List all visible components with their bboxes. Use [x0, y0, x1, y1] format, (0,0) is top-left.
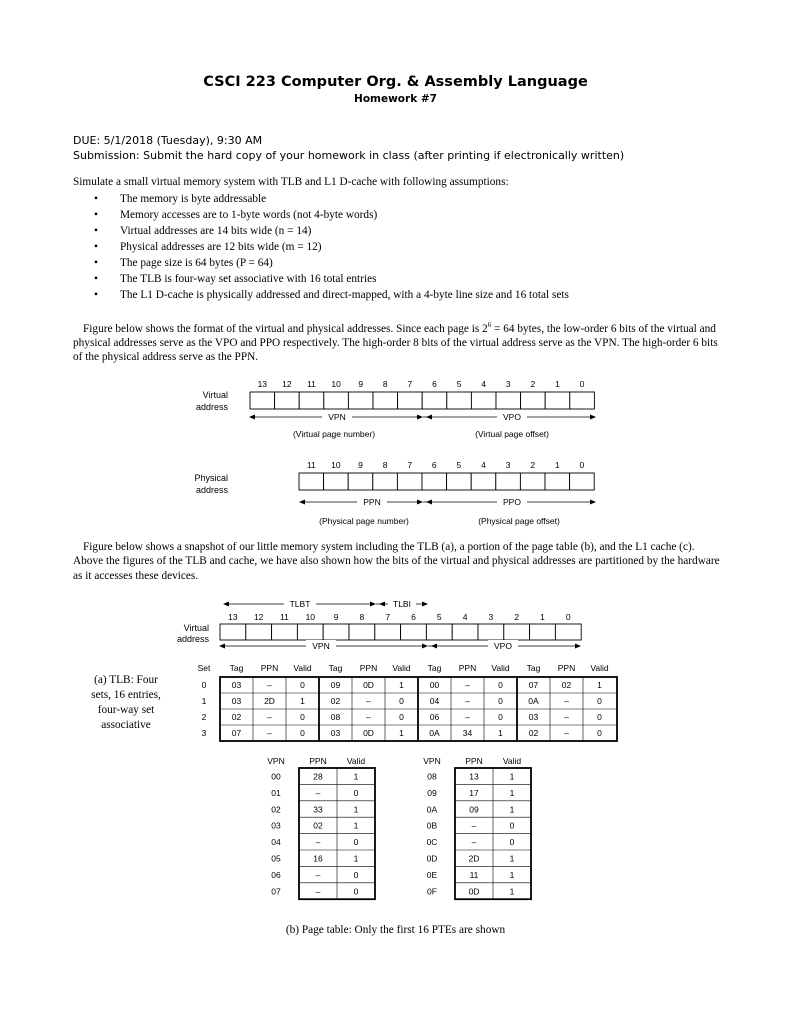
tlb-cell: 0D	[363, 680, 374, 690]
tlb-body	[202, 677, 617, 741]
pt-ppn: –	[315, 869, 321, 880]
tlb-cell: 0	[300, 680, 305, 690]
tlb-address-bit-number: 2	[514, 612, 520, 622]
tlb-cell: 0	[300, 712, 305, 722]
pt-valid: 0	[509, 820, 515, 831]
tlb-col-header-valid: Valid	[590, 663, 609, 673]
tlbt-span	[223, 598, 376, 609]
physical-bit-cell	[471, 473, 496, 490]
tlb-col-header-tag: Tag	[229, 663, 244, 673]
tlb-cell: 03	[231, 696, 242, 706]
tlb-cell: 1	[399, 728, 404, 738]
virtual-bit-cell	[324, 392, 349, 409]
vpn-label: VPN	[312, 641, 330, 651]
tlb-cell: 08	[330, 712, 341, 722]
pt-ppn: –	[315, 787, 321, 798]
vpn-span	[219, 640, 428, 651]
virtual-bit-number: 9	[358, 379, 364, 389]
physical-bit-number: 4	[481, 460, 486, 470]
tlb-cell: 00	[429, 680, 440, 690]
tlb-column-headers	[230, 663, 609, 673]
pt-vpn: 0E	[426, 869, 438, 880]
tlb-cell: 02	[231, 712, 242, 722]
assumption-item: • The memory is byte addressable	[94, 191, 569, 207]
pt-vpn: 08	[427, 771, 437, 782]
tlb-address-bit-number: 3	[488, 612, 494, 622]
physical-bit-cell	[447, 473, 472, 490]
tlb-col-header-ppn: PPN	[557, 663, 576, 673]
vpo-description: (Virtual page offset)	[475, 429, 549, 439]
tlb-bit-cells	[220, 624, 581, 640]
physical-address-label-line1: Physical	[194, 473, 228, 483]
virtual-bit-number: 0	[579, 379, 585, 389]
tlb-table	[0, 660, 791, 746]
physical-bit-number: 7	[407, 460, 413, 470]
pt-vpn: 0A	[426, 804, 438, 815]
tlb-cell: 34	[462, 728, 473, 738]
tlb-cell: 04	[429, 696, 440, 706]
pt-ppn: 17	[469, 787, 479, 798]
page-table-right	[423, 756, 531, 899]
pt-header-vpn: VPN	[267, 756, 285, 766]
virtual-bit-number: 5	[456, 379, 462, 389]
tlb-set-number: 0	[201, 680, 207, 690]
pt-valid: 0	[509, 837, 515, 848]
tlb-cell: 0	[399, 696, 404, 706]
tlb-cell: 07	[231, 728, 242, 738]
tlb-address-bit-number: 6	[411, 612, 416, 622]
ppo-span	[423, 496, 596, 507]
virtual-bit-number: 10	[331, 379, 341, 389]
caption-line: associative	[101, 719, 151, 731]
ppn-label: PPN	[363, 497, 381, 507]
pt-header-vpn: VPN	[423, 756, 441, 766]
pt-valid: 1	[509, 804, 515, 815]
address-format-paragraph	[73, 318, 723, 365]
pt-vpn: 06	[271, 869, 281, 880]
tlb-col-header-valid: Valid	[491, 663, 510, 673]
tlb-address-bit-cell	[478, 624, 504, 640]
tlb-col-header-ppn: PPN	[260, 663, 279, 673]
pt-vpn: 09	[427, 787, 437, 798]
pt-ppn: –	[471, 820, 477, 831]
pt-ppn: 02	[313, 820, 323, 831]
pt-vpn: 0C	[426, 837, 438, 848]
tlb-cell: 09	[330, 680, 341, 690]
virtual-bit-cell	[348, 392, 373, 409]
pt-header-ppn: PPN	[309, 756, 327, 766]
pt-ppn: –	[471, 837, 477, 848]
pt-valid: 1	[353, 820, 359, 831]
tlb-address-bit-number: 11	[280, 612, 289, 622]
tlb-cell: 2D	[264, 696, 275, 706]
pt-valid: 1	[353, 804, 359, 815]
tlb-cell: 06	[429, 712, 440, 722]
ppo-description: (Physical page offset)	[478, 516, 560, 526]
tlb-cell: –	[564, 728, 569, 738]
tlb-cell: 0A	[429, 728, 440, 738]
tlb-address-bit-number: 12	[253, 612, 264, 622]
pt-ppn: 33	[313, 804, 323, 815]
caption-line: sets, 16 entries,	[91, 689, 161, 701]
tlb-address-bit-number: 10	[305, 612, 316, 622]
virtual-bit-cell	[422, 392, 447, 409]
pt-valid: 0	[353, 787, 359, 798]
tlb-cell: –	[267, 680, 272, 690]
pt-ppn: 09	[469, 804, 479, 815]
assumption-list	[94, 191, 569, 303]
assumption-item: • Virtual addresses are 14 bits wide (n = 14)	[94, 223, 569, 239]
tlb-cell: 0D	[363, 728, 374, 738]
virtual-bit-number: 8	[382, 379, 388, 389]
pt-vpn: 03	[271, 820, 281, 831]
pt-vpn: 01	[271, 787, 281, 798]
tlb-address-bit-cell	[530, 624, 556, 640]
pt-ppn: –	[315, 837, 321, 848]
page-table-left	[267, 756, 375, 899]
tlb-set-number: 2	[201, 712, 207, 722]
virtual-bit-cells	[250, 392, 594, 409]
ppo-label: PPO	[503, 497, 521, 507]
virtual-bit-number: 4	[481, 379, 487, 389]
tlb-cell: 03	[330, 728, 341, 738]
tlb-cell: 0	[597, 696, 602, 706]
tlb-cell: 0	[498, 712, 503, 722]
tlb-cell: 0	[597, 728, 602, 738]
virtual-address-label-line1: Virtual	[202, 390, 228, 400]
virtual-bit-cell	[373, 392, 398, 409]
tlb-cell: 02	[528, 728, 539, 738]
tlb-address-bit-cell	[401, 624, 427, 640]
pt-vpn: 07	[271, 886, 281, 897]
pt-valid: 1	[509, 853, 515, 864]
physical-bit-cell	[520, 473, 545, 490]
pt-ppn: 0D	[468, 886, 480, 897]
physical-bit-number: 9	[358, 460, 363, 470]
assumption-item: • The page size is 64 bytes (P = 64)	[94, 255, 569, 271]
virtual-bit-cell	[275, 392, 300, 409]
submission-note: Submission: Submit the hard copy of your homework in class (after printing if electronically written)	[73, 149, 625, 162]
tlb-cell: –	[366, 696, 371, 706]
tlb-cell: 0	[300, 728, 305, 738]
tlb-address-bit-number: 13	[228, 612, 238, 622]
pt-vpn: 00	[271, 771, 281, 782]
address-format-figure	[0, 372, 791, 532]
tlb-cell: –	[267, 728, 272, 738]
virtual-bit-cell	[447, 392, 472, 409]
virtual-bit-cell	[496, 392, 521, 409]
pt-valid: 1	[509, 886, 515, 897]
pt-ppn: 16	[313, 853, 323, 864]
physical-bit-number: 3	[505, 460, 511, 470]
tlb-col-header-tag: Tag	[427, 663, 442, 673]
pt-vpn: 02	[271, 804, 281, 815]
tlb-cell: 1	[300, 696, 305, 706]
tlb-address-bit-cell	[375, 624, 401, 640]
tlb-cell: 03	[528, 712, 539, 722]
exponent: 6	[487, 321, 492, 329]
document-title: CSCI 223 Computer Org. & Assembly Language	[203, 74, 588, 90]
physical-bit-number: 6	[431, 460, 437, 470]
physical-bit-cell	[422, 473, 447, 490]
virtual-bit-cell	[570, 392, 595, 409]
virtual-bit-number: 11	[307, 379, 316, 389]
tlb-address-bit-cell	[555, 624, 581, 640]
tlb-address-bit-number: 1	[540, 612, 545, 622]
pt-valid: 1	[353, 853, 359, 864]
assumption-item: • The TLB is four-way set associative with 16 total entries	[94, 271, 569, 287]
tlb-address-bit-cell	[504, 624, 530, 640]
tlb-cell: –	[465, 680, 470, 690]
pt-header-valid: Valid	[502, 756, 522, 766]
caption-line: four-way set	[97, 704, 155, 716]
tlb-cell: 0	[597, 712, 602, 722]
tlb-cell: –	[267, 712, 272, 722]
virtual-bit-cell	[299, 392, 324, 409]
virtual-bit-number: 3	[505, 379, 511, 389]
pt-valid: 1	[509, 771, 515, 782]
document-subtitle: Homework #7	[354, 93, 437, 105]
ppn-span	[299, 496, 423, 507]
tlb-address-bit-cell	[297, 624, 323, 640]
tlb-address-bit-cell	[220, 624, 246, 640]
pt-ppn: 28	[313, 771, 323, 782]
tlb-col-header-valid: Valid	[392, 663, 411, 673]
physical-bit-cells	[299, 473, 594, 490]
virtual-bit-cell	[250, 392, 275, 409]
physical-address-label-line2: address	[195, 485, 228, 495]
tlb-address-bit-cell	[452, 624, 478, 640]
tlbi-span	[376, 598, 428, 609]
tlb-col-header-tag: Tag	[526, 663, 541, 673]
virtual-bit-cell	[545, 392, 570, 409]
ppn-description: (Physical page number)	[319, 516, 409, 526]
tlb-cell: 02	[330, 696, 341, 706]
tlb-cell: –	[564, 696, 569, 706]
physical-bit-number: 2	[530, 460, 536, 470]
tlb-col-header-ppn: PPN	[359, 663, 378, 673]
tlb-cell: 0	[498, 696, 503, 706]
pt-vpn: 0B	[426, 820, 438, 831]
tlb-cell: 0	[399, 712, 404, 722]
tlb-cell: 07	[528, 680, 539, 690]
virtual-bit-numbers	[258, 379, 585, 389]
tlb-address-bit-number: 5	[436, 612, 442, 622]
tlb-cell: 0	[498, 680, 503, 690]
tlb-address-bit-cell	[272, 624, 298, 640]
vpo-span	[423, 411, 596, 422]
tlb-bit-numbers	[228, 612, 571, 622]
pt-vpn: 0D	[426, 853, 438, 864]
physical-bit-cell	[397, 473, 422, 490]
tlb-address-figure	[0, 596, 791, 656]
pt-valid: 1	[353, 771, 359, 782]
tlbt-label: TLBT	[289, 599, 311, 609]
tlb-address-bit-cell	[426, 624, 452, 640]
tlb-cell: –	[564, 712, 569, 722]
pt-valid: 0	[353, 869, 359, 880]
tlb-cell: –	[366, 712, 371, 722]
vpn-description: (Virtual page number)	[292, 429, 376, 439]
physical-bit-cell	[373, 473, 398, 490]
tlb-cell: 03	[231, 680, 242, 690]
pt-valid: 0	[353, 886, 359, 897]
page-table-caption: (b) Page table: Only the first 16 PTEs are shown	[285, 924, 506, 936]
physical-bit-number: 1	[554, 460, 560, 470]
vpo-label: VPO	[494, 641, 512, 651]
virtual-bit-number: 6	[432, 379, 437, 389]
virtual-address-label-line1: Virtual	[183, 623, 209, 633]
assumption-item: • The L1 D-cache is physically addressed and direct-mapped, with a 4-byte line size and 16 total sets	[94, 287, 569, 303]
caption-line: (a) TLB: Four	[94, 674, 158, 686]
physical-bit-cell	[324, 473, 349, 490]
virtual-address-label-line2: address	[176, 634, 209, 644]
physical-bit-cell	[545, 473, 570, 490]
tlb-cell: 1	[399, 680, 404, 690]
virtual-bit-cell	[398, 392, 423, 409]
tlb-address-bit-cell	[349, 624, 375, 640]
tlb-address-bit-number: 7	[385, 612, 391, 622]
paragraph-text: = 64 bytes, the low-order 6 bits of the virtual and physical addresses serve as the VPO and PPO respectively. The high-order 8 bits of the virtual address serve as the VPN. The high-order 6 bits of the physical address serve as the PPN.	[73, 322, 718, 364]
tlb-col-header-tag: Tag	[328, 663, 343, 673]
physical-bit-cell	[496, 473, 521, 490]
virtual-bit-number: 13	[257, 379, 268, 389]
set-header: Set	[197, 663, 211, 673]
virtual-address-label-line2: address	[195, 402, 228, 412]
page-table	[0, 752, 791, 902]
tlb-address-bit-number: 4	[462, 612, 468, 622]
virtual-bit-number: 12	[282, 379, 292, 389]
pt-ppn: 11	[469, 869, 479, 880]
pt-ppn: 13	[469, 771, 479, 782]
intro-text: Simulate a small virtual memory system with TLB and L1 D-cache with following assumptions:	[73, 176, 509, 188]
virtual-bit-cell	[521, 392, 546, 409]
physical-bit-number: 5	[456, 460, 462, 470]
physical-bit-cell	[299, 473, 324, 490]
pt-header-ppn: PPN	[465, 756, 483, 766]
vpn-label: VPN	[328, 412, 346, 422]
memory-snapshot-paragraph: Figure below shows a snapshot of our little memory system including the TLB (a), a portion of the page table (b), and the L1 cache (c). Above the figures of the TLB and cache, we have also shown how the bits of the virtual and physical addresses are partitioned by the hardware as it accesses these devices.	[73, 541, 720, 582]
physical-bit-number: 11	[306, 460, 316, 470]
pt-valid: 0	[353, 837, 359, 848]
virtual-bit-number: 7	[407, 379, 413, 389]
pt-header-valid: Valid	[346, 756, 366, 766]
pt-valid: 1	[509, 787, 515, 798]
tlb-address-bit-cell	[246, 624, 272, 640]
assumption-item: • Physical addresses are 12 bits wide (m = 12)	[94, 239, 569, 255]
tlb-set-number: 3	[201, 728, 207, 738]
tlb-cell: 0A	[528, 696, 539, 706]
virtual-bit-cell	[471, 392, 496, 409]
tlb-address-bit-number: 0	[565, 612, 571, 622]
tlb-address-bit-number: 8	[359, 612, 365, 622]
virtual-bit-number: 1	[555, 379, 560, 389]
vpo-label: VPO	[503, 412, 521, 422]
tlb-col-header-ppn: PPN	[458, 663, 477, 673]
pt-ppn: 2D	[468, 853, 480, 864]
physical-bit-number: 10	[331, 460, 341, 470]
tlbi-label: TLBI	[393, 599, 411, 609]
physical-bit-number: 0	[579, 460, 585, 470]
pt-vpn: 0F	[427, 886, 437, 897]
pt-vpn: 04	[271, 837, 281, 848]
virtual-bit-number: 2	[530, 379, 536, 389]
tlb-cell: 1	[597, 680, 602, 690]
tlb-cell: 02	[561, 680, 572, 690]
tlb-cell: –	[465, 712, 470, 722]
assumption-item: • Memory accesses are to 1-byte words (not 4-byte words)	[94, 207, 569, 223]
tlb-cell: 1	[498, 728, 503, 738]
physical-bit-numbers	[307, 460, 585, 470]
vpo-span	[428, 640, 581, 651]
vpn-span	[249, 411, 423, 422]
pt-valid: 1	[509, 869, 515, 880]
physical-bit-number: 8	[382, 460, 388, 470]
paragraph-text: Figure below shows the format of the virtual and physical addresses. Since each page is 2	[83, 322, 488, 335]
tlb-address-bit-number: 9	[333, 612, 339, 622]
tlb-address-bit-cell	[323, 624, 349, 640]
physical-bit-cell	[570, 473, 595, 490]
pt-ppn: –	[315, 886, 321, 897]
physical-bit-cell	[348, 473, 373, 490]
tlb-set-number: 1	[201, 696, 207, 706]
pt-vpn: 05	[271, 853, 281, 864]
tlb-col-header-valid: Valid	[293, 663, 312, 673]
due-date: DUE: 5/1/2018 (Tuesday), 9:30 AM	[73, 134, 263, 147]
tlb-cell: –	[465, 696, 470, 706]
